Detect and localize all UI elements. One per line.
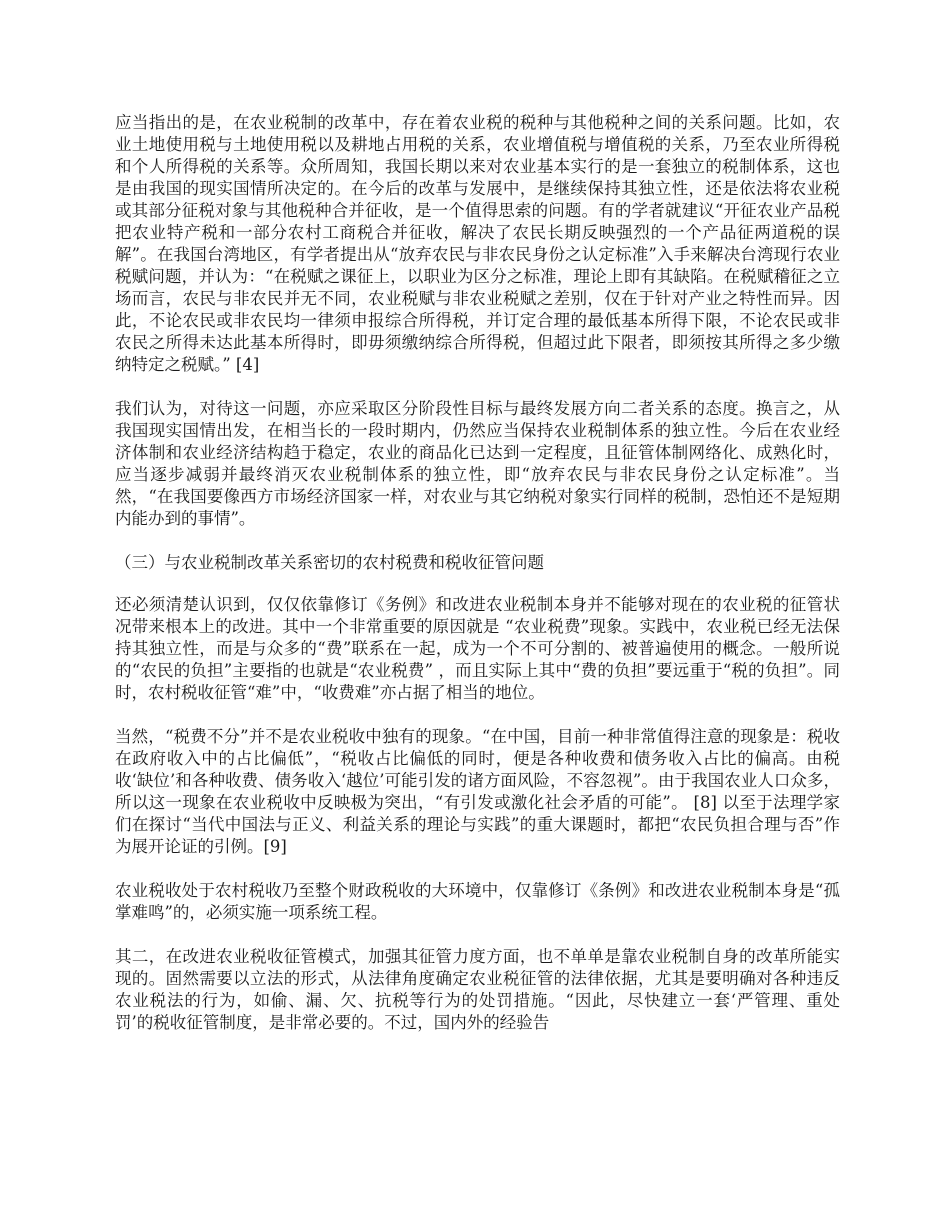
paragraph-collection-mode: 其二，在改进农业税收征管模式，加强其征管力度方面，也不单单是靠农业税制自身的改革所能实现的。固然需要以立法的形式，从法律角度确定农业税征管的法律依据，尤其是要明确对各种违反农业税法的行为，如偷、漏、欠、抗税等行为的处罚措施。“因此，尽快建立一套‘严管理、重处罚’的税收征管制度，是非常必要的。不过，国内外的经验告 [115,947,840,1032]
paragraph-tax-relations: 应当指出的是，在农业税制的改革中，存在着农业税的税种与其他税种之间的关系问题。比如，农业土地使用税与土地使用税以及耕地占用税的关系，农业增值税与增值税的关系，乃至农业所得税和个人所得税的关系等。众所周知，我国长期以来对农业基本实行的是一套独立的税制体系，这也是由我国的现实国情所决定的。在今后的改革与发展中，是继续保持其独立性，还是依法将农业税或其部分征税对象与其他税种合并征收，是一个值得思索的问题。有的学者就建议“开征农业产品税把农业特产税和一部分农村工商税合并征收，解决了农民长期反映强烈的一个产品征两道税的误解”。在我国台湾地区，有学者提出从“放弃农民与非农民身份之认定标准”入手来解决台湾现行农业税赋问题，并认为：“在税赋之课征上，以职业为区分之标准，理论上即有其缺陷。在税赋稽征之立场而言，农民与非农民并无不同，农业税赋与非农业税赋之差别，仅在于针对产业之特性而异。因此，不论农民或非农民均一律须申报综合所得税，并订定合理的最低基本所得下限，不论农民或非农民之所得未达此基本所得时，即毋须缴纳综合所得税，但超过此下限者，即须按其所得之多少缴纳特定之税赋。” [4] [115,113,840,374]
paragraph-system-engineering: 农业税收处于农村税收乃至整个财政税收的大环境中，仅靠修订《条例》和改进农业税制本身是“孤掌难鸣”的，必须实施一项系统工程。 [115,881,840,922]
section-heading-3: （三）与农业税制改革关系密切的农村税费和税收征管问题 [115,553,544,572]
paragraph-tax-fee-mixing: 当然，“税费不分”并不是农业税收中独有的现象。“在中国，目前一种非常值得注意的现象是：税收在政府收入中的占比偏低”，“税收占比偏低的同时，便是各种收费和债务收入占比的偏高。由税收‘缺位’和各种收费、债务收入‘越位’可能引发的诸方面风险，不容忽视”。由于我国农业人口众多，所以这一现象在农业税收中反映极为突出，“有引发或激化社会矛盾的可能”。 [8] 以至于法理学家们在探讨“当代中国法与正义、利益关系的理论与实践”的重大课题时，都把“农民负担合理与否”作为展开论证的引例。[9] [115,727,840,856]
paragraph-our-view: 我们认为，对待这一问题，亦应采取区分阶段性目标与最终发展方向二者关系的态度。换言之，从我国现实国情出发，在相当长的一段时期内，仍然应当保持农业税制体系的独立性。今后在农业经济体制和农业经济结构趋于稳定，农业的商品化已达到一定程度，且征管体制网络化、成熟化时，应当逐步减弱并最终消灭农业税制体系的独立性，即“放弃农民与非农民身份之认定标准”。当然，“在我国要像西方市场经济国家一样，对农业与其它纳税对象实行同样的税制，恐怕还不是短期内能办到的事情”。 [115,399,840,528]
document-body [115,112,840,1056]
paragraph-tax-fee-issue: 还必须清楚认识到，仅仅依靠修订《务例》和改进农业税制本身并不能够对现在的农业税的征管状况带来根本上的改进。其中一个非常重要的原因就是 “农业税费”现象。实践中，农业税已经无法保持其独立性，而是与众多的“费”联系在一起，成为一个不可分割的、被普遍使用的概念。一般所说的“农民的负担”主要指的也就是“农业税费” ，而且实际上其中“费的负担”要远重于“税的负担”。同时，农村税收征管“难”中，“收费难”亦占据了相当的地位。 [115,595,840,702]
